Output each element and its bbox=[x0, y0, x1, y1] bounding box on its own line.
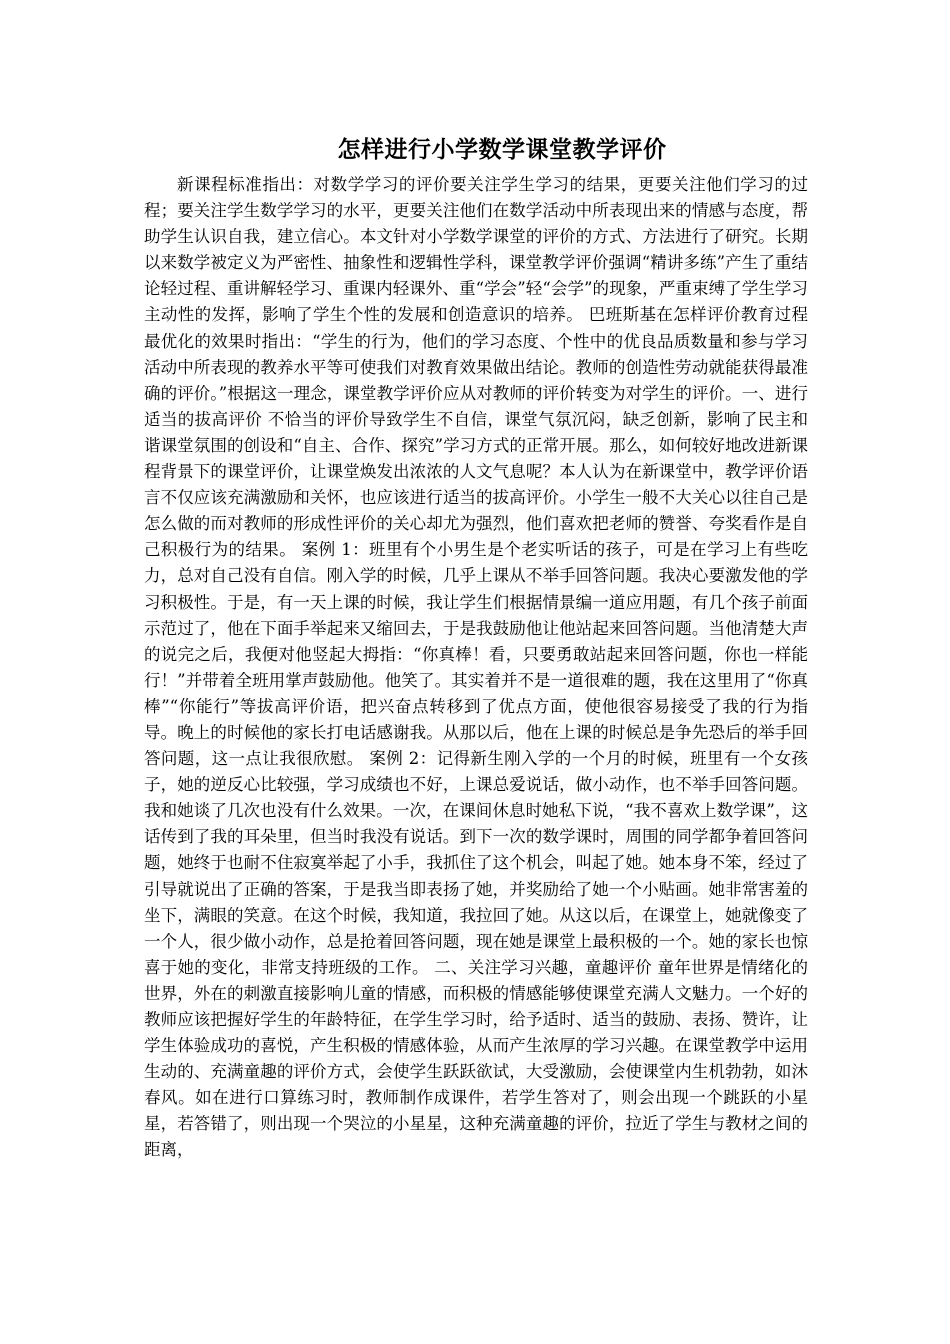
document-body-paragraph: 新课程标准指出：对数学学习的评价要关注学生学习的结果，更要关注他们学习的过程；要关注学生数学学习的水平，更要关注他们在数学活动中所表现出来的情感与态度，帮助学生认识自我，建立信心。本文针对小学数学课堂的评价的方式、方法进行了研究。长期以来数学被定义为严密性、抽象性和逻辑性学科，课堂教学评价强调“精讲多练”产生了重结论轻过程、重讲解轻学习、重课内轻课外、重“学会”轻“会学”的现象，严重束缚了学生学习主动性的发挥，影响了学生个性的发展和创造意识的培养。 巴班斯基在怎样评价教育过程最优化的效果时指出：“学生的行为，他们的学习态度、个性中的优良品质数量和参与学习活动中所表现的教养水平等可使我们对教育效果做出结论。教师的创造性劳动就能获得最准确的评价。”根据这一理念，课堂教学评价应从对教师的评价转变为对学生的评价。一、进行适当的拔高评价 不恰当的评价导致学生不自信，课堂气氛沉闷，缺乏创新，影响了民主和谐课堂氛围的创设和“自主、合作、探究”学习方式的正常开展。那么，如何较好地改进新课程背景下的课堂评价，让课堂焕发出浓浓的人文气息呢？本人认为在新课堂中，教学评价语言不仅应该充满激励和关怀，也应该进行适当的拔高评价。小学生一般不大关心以往自己是怎么做的而对教师的形成性评价的关心却尤为强烈，他们喜欢把老师的赞誉、夸奖看作是自己积极行为的结果。 案例 1：班里有个小男生是个老实听话的孩子，可是在学习上有些吃力，总对自己没有自信。刚入学的时候，几乎上课从不举手回答问题。我决心要激发他的学习积极性。于是，有一天上课的时候，我让学生们根据情景编一道应用题，有几个孩子前面示范过了，他在下面手举起来又缩回去，于是我鼓励他让他站起来回答问题。当他清楚大声的说完之后，我便对他竖起大拇指：“你真棒！看，只要勇敢站起来回答问题，你也一样能行！”并带着全班用掌声鼓励他。他笑了。其实着并不是一道很难的题，我在这里用了“你真棒”“你能行”等拔高评价语，把兴奋点转移到了优点方面，使他很容易接受了我的行为指导。晚上的时候他的家长打电话感谢我。从那以后，他在上课的时候总是争先恐后的举手回答问题，这一点让我很欣慰。 案例 2：记得新生刚入学的一个月的时候，班里有一个女孩子，她的逆反心比较强，学习成绩也不好，上课总爱说话，做小动作，也不举手回答问题。我和她谈了几次也没有什么效果。一次，在课间休息时她私下说，“我不喜欢上数学课”，这话传到了我的耳朵里，但当时我没有说话。到下一次的数学课时，周围的同学都争着回答问题，她终于也耐不住寂寞举起了小手，我抓住了这个机会，叫起了她。她本身不笨，经过了引导就说出了正确的答案，于是我当即表扬了她，并奖励给了她一个小贴画。她非常害羞的坐下，满眼的笑意。在这个时候，我知道，我拉回了她。从这以后，在课堂上，她就像变了一个人，很少做小动作，总是抢着回答问题，现在她是课堂上最积极的一个。她的家长也惊喜于她的变化，非常支持班级的工作。 二、关注学习兴趣，童趣评价 童年世界是情绪化的世界，外在的刺激直接影响儿童的情感，而积极的情感能够使课堂充满人文魅力。一个好的教师应该把握好学生的年龄特征，在学生学习时，给予适时、适当的鼓励、表扬、赞许，让学生体验成功的喜悦，产生积极的情感体验，从而产生浓厚的学习兴趣。在课堂教学中运用生动的、充满童趣的评价方式，会使学生跃跃欲试，大受激励，会使课堂内生机勃勃，如沐春风。如在进行口算练习时，教师制作成课件，若学生答对了，则会出现一个跳跃的小星星，若答错了，则出现一个哭泣的小星星，这种充满童趣的评价，拉近了学生与教材之间的距离， bbox=[144, 175, 808, 1160]
document-title: 怎样进行小学数学课堂教学评价 bbox=[337, 136, 667, 163]
